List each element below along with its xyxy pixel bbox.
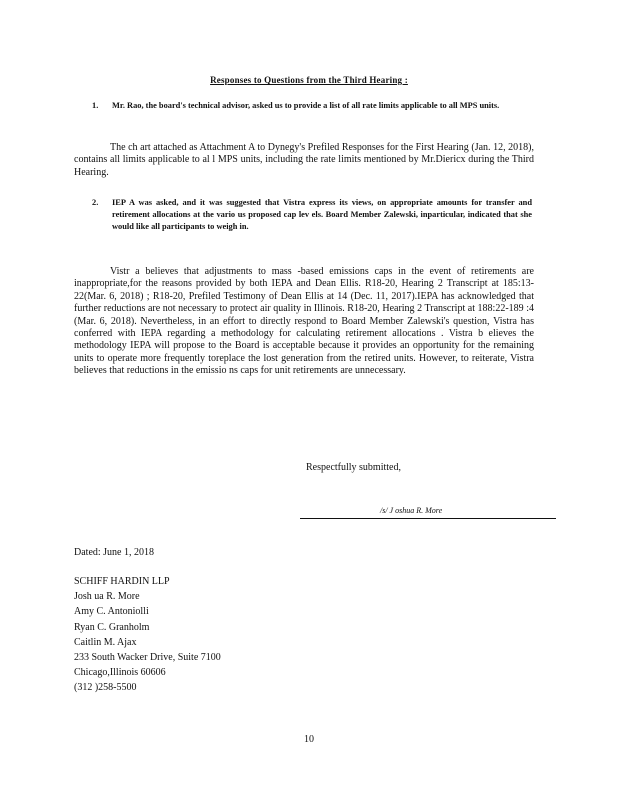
section-heading: Responses to Questions from the Third Hearing : — [210, 75, 408, 85]
firm-address-block — [74, 574, 221, 696]
signature-closing: Respectfully submitted, — [306, 462, 401, 473]
firm-name: SCHIFF HARDIN LLP — [74, 576, 170, 587]
signature-name: /s/ J oshua R. More — [380, 506, 443, 515]
question-number: 1. — [92, 101, 99, 110]
question-2 — [92, 197, 532, 247]
phone-number: (312 )258-5500 — [74, 682, 137, 694]
answer-2: Vistr a believes that adjustments to mass -based emissions caps in the event of retirements are inappropriate,for the reasons provided by both IEPA and Dean Ellis. R18-20, Hearing 2 Transcript at 185:13-22(Mar. 6, 2018) ; R18-20, Prefiled Testimony of Dean Ellis at 14 (Dec. 11, 2017).IEPA has acknowledged that further reductions are not necessary to protect air quality in Illinois. R18-20, Hearing 2 Transcript at 188:22-189 :4 (Mar. 6, 2018). Nevertheless, in an effort to directly respond to Board Member Zalewski's question, Vistra has conferred with IEPA regarding a methodology for calculating retirement allocations . Vistra b elieves the methodology IEPA will propose to the Board is acceptable because it provides an opportunity for the remaining units to operate more frequently toreplace the lost generation from the retired units. However, to reiterate, Vistra believes that reductions in the emissio ns caps for unit retirements are unnecessary. — [74, 266, 534, 377]
attorney-name: Amy C. Antoniolli — [74, 606, 149, 618]
date-line: Dated: June 1, 2018 — [74, 547, 154, 558]
city-state-zip: Chicago,Illinois 60606 — [74, 667, 166, 679]
attorney-name: Caitlin M. Ajax — [74, 636, 137, 648]
attorney-name: Josh ua R. More — [74, 591, 140, 603]
question-number: 2. — [92, 198, 99, 207]
page-number: 10 — [304, 734, 314, 745]
attorney-name: Ryan C. Granholm — [74, 621, 150, 633]
signature-line — [300, 518, 556, 519]
question-text: IEP A was asked, and it was suggested that Vistra express its views, on appropriate amounts for transfer and retirement allocations at the vario us proposed cap lev els. Board Member Zalewski, inparticular, indicated that she would like all participants to weigh in. — [112, 198, 532, 231]
question-1 — [92, 100, 532, 126]
question-text: Mr. Rao, the board's technical advisor, asked us to provide a list of all rate limits applicable to all MPS units. — [112, 101, 500, 110]
answer-1: The ch art attached as Attachment A to Dynegy's Prefiled Responses for the First Hearing (Jan. 12, 2018), contains all limits applicable to al l MPS units, including the rate limits mentioned by Mr.Diericx during the Third Hearing. — [74, 142, 534, 178]
street-address: 233 South Wacker Drive, Suite 7100 — [74, 652, 221, 664]
